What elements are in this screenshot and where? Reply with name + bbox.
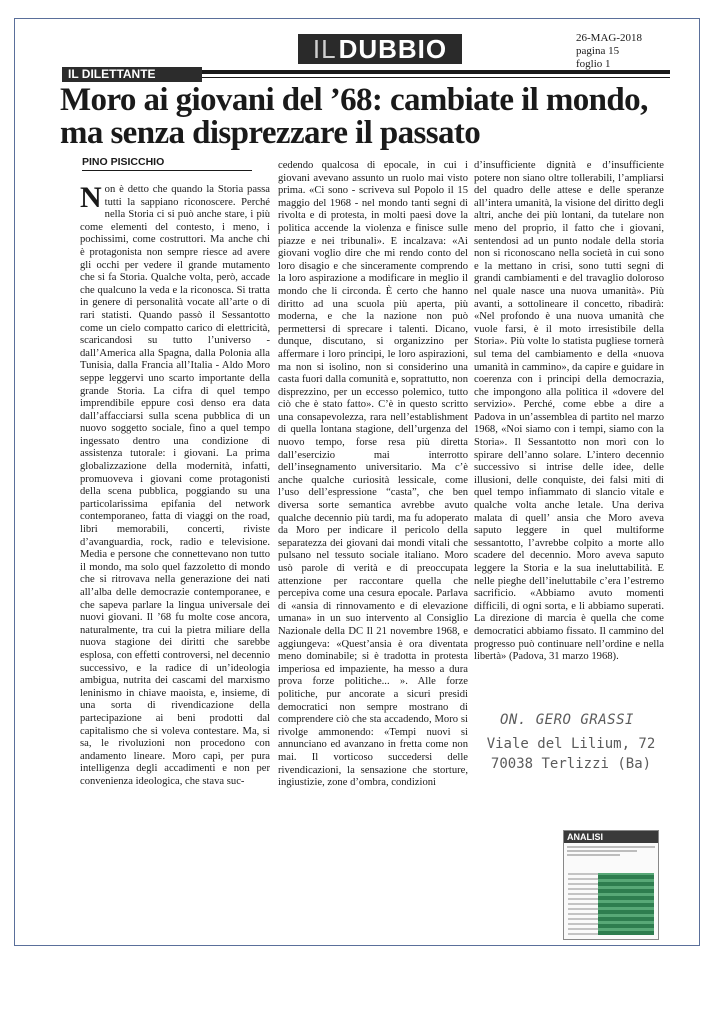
- thumbnail-photo: [598, 873, 654, 935]
- article-byline: PINO PISICCHIO: [82, 156, 252, 171]
- page-thumbnail: [563, 830, 659, 940]
- newspaper-masthead: [298, 34, 462, 64]
- clipping-meta: [576, 32, 686, 71]
- clipping-page: pagina 15: [576, 45, 620, 57]
- stamp-city: 70038 Terlizzi (Ba): [490, 756, 652, 772]
- stamp-name: ON. GERO GRASSI: [500, 712, 634, 728]
- drop-cap: N: [80, 181, 102, 214]
- masthead-prefix: IL: [312, 33, 337, 64]
- article-column-3: [474, 160, 664, 664]
- column-3-text: d’insufficiente dignità e d’insufficiente potere non siano oltre tollerabili, l’ampliarsi del quadro delle attese e delle speranze all’intera umanità, la visione del diritto degli altri, anche dei più lontani, da tutelare non meno del proprio, il fatto che i giovani, sentendosi ad un punto nodale della storia non si riconoscano nella società in cui sono e la mettano in crisi, sono tutti segni di grandi cambiamenti e del travaglio doloroso nel quale nasce una nuova umanità». Più avanti, a sottolineare il concetto, ribadirà: «Nel profondo è una nuova umanità che vuole farsi, è il moto irresistibile della Storia». Più volte lo statista pugliese tornerà sul tema del cambiamento e della «nuova umanità in cammino», da capire e guidare in coerenza con i principi della democrazia, che impongono alla politica il «dovere del servizio». Perché, come ebbe a dire a Padova in un’assemblea di partito nel marzo 1968, «Noi siamo con i tempi, siamo con la Storia». Il Sessantotto non morì con lo spirare dell’anno solare. L’intero decennio successivo si intrise delle idee, delle illusioni, delle conquiste, dei falsi miti di quel tempo infiammato di slancio vitale e qualche volta anche letale. Una deriva malata di quell’ ansia che Moro aveva saputo leggere in quel multiforme sessantotto, l’avrebbe colpito a morte allo scadere del decennio. Moro aveva saputo leggere la Storia e la sua ineluttabilità. E nelle pieghe dell’ineluttabile c’era l’estremo sacrificio. «Abbiamo avuto momenti difficili, di ogni sorta, e li abbiamo superati. La direzione di marcia è quella che come democratici abbiamo fissato. Il cammino del progresso può continuare nell’ordine e nella libertà» (Padova, 31 marzo 1968).: [474, 160, 664, 663]
- stamp-street: Viale del Lilium, 72: [486, 736, 656, 752]
- article-column-1: [80, 181, 270, 789]
- article-column-2: [278, 160, 468, 790]
- thumbnail-text-column: [568, 873, 598, 935]
- article-headline: Moro ai giovani del ’68: cambiate il mondo, ma senza disprezzare il passato: [60, 82, 648, 151]
- thumbnail-label: ANALISI: [564, 831, 658, 843]
- clipping-sheet: foglio 1: [576, 58, 611, 70]
- section-kicker: IL DILETTANTE: [62, 67, 202, 82]
- column-1-text: on è detto che quando la Storia passa tutti la sappiano riconoscere. Perché nella Storia ci si può anche stare, i più come elementi del contesto, i meno, i pochissimi, come costruttori. Ma anche chi è protagonista non sempre riesce ad avere gli occhi per vedere il grande mutamento che si fa Storia. Qualche volta, però, accade che qualcuno la veda e la riconosca. Si tratta in genere di personalità vocate all’arte o di rari statisti. Quando passò il Sessantotto come un cielo compatto carico di elettricità, scaricandosi su tutto l’universo - dall’America alla Spagna, dalla Polonia alla Tunisia, dalla Francia all’Italia - Aldo Moro seppe leggervi uno scarto importante della grande Storia. La cifra di quel tempo imprendibile eppure così denso era data dall’affacciarsi sulla scena pubblica di un nuovo soggetto sociale, fino a quel tempo ingessato dentro una condizione di assistenza tutorale: i giovani. La prima globalizzazione della modernità, infatti, promuoveva i giovani come protagonisti della scena pubblica, poggiando su una particolarissima epifania del network contemporaneo, fatta di viaggi on the road, libri memorabili, concerti, riviste d’avanguardia, rock, radio e televisione. Media e persone che connettevano non tutto il mondo, ma solo quel fazzoletto di mondo che si ritrovava nella generazione dei nati all’alba delle democrazie contemporanee, e che sapeva parlare la lingua universale dei nuovi giovani. Il ’68 fu molte cose ancora, naturalmente, tra cui la pietra miliare della nuova stagione dei diritti che sarebbe esplosa, con effetti controversi, nel decennio successivo, e la radice di un’ideologia ambigua, nutrita dei cascami del marxismo leninismo in chiave maoista, e, insieme, di una sorta di rivendicazione della partecipazione ai beni prodotti dal capitalismo che si voleva contestare. Ma, si sa, le rivoluzioni non procedono con andamento lineare. Moro capì, per pura intelligenza degli accadimenti e non per convenienza ideologica, che stava suc-: [80, 184, 270, 787]
- column-2-text: cedendo qualcosa di epocale, in cui i giovani avevano assunto un ruolo mai visto prima. «Ci sono - scriveva sul Popolo il 15 maggio del 1968 - nel mondo tanti segni di rivolta e di protesta, in molti paesi dove la politica accende la violenza e finisce sulle piazze e nei tribunali». E incalzava: «Ai giovani voglio dire che mi rendo conto del loro disagio e che sinceramente comprendo la loro aspirazione a modificare in meglio il mondo che li circonda. È certo che hanno diritto ad una scuola più aperta, più moderna, e che la nazione non può permettersi di sprecare i talenti. Dicano, dunque, discutano, si organizzino per affermare i loro principi, le loro aspirazioni, ma non si isolino, non si considerino una casta fuori dalla comunità e, soprattutto, non disprezzino, per un eccesso polemico, tutto ciò che è stato fatto». C’è in questo scritto una consapevolezza, rara nell’establishment di quella lontana stagione, dell’urgenza del nuovo tempo, forse resa più diretta dall’esercizio mai interrotto dell’insegnamento universitario. Ma c’è anche qualche curiosità lessicale, come l’uso dell’espressione “casta”, che ben diversa sorte semantica avrebbe avuto qualche decennio più tardi, ma fu adoperato da Moro per indicare il pericolo della separatezza dei giovani dai mondi vitali che pulsano nel tessuto sociale italiano. Moro usò parole di verità e di preoccupata attenzione per raccontare quella che percepiva come una cesura epocale. Parlava di «ansia di rinnovamento e di elevazione umana» in un suo intervento al Consiglio Nazionale della DC Il 21 novembre 1968, e aggiungeva: «Quest’ansia è ora diventata meno dominabile; si è tradotta in protesta imperiosa ed impaziente, ha messo a dura prova forze politiche... ». Alle forze politiche, pur ancorate a sicuri presidi democratici non sempre mostrano di comprendere ciò che sta accadendo, Moro si rivolge ammonendo: «Tempi nuovi si annunciano ed avanzano in fretta come non mai. Il vorticoso succedersi delle rivendicazioni, la sensazione che storture, ingiustizie, zone d’ombra, condizioni: [278, 160, 468, 789]
- address-stamp: [486, 712, 656, 774]
- masthead-name: DUBBIO: [338, 33, 448, 64]
- clipping-date: 26-MAG-2018: [576, 32, 642, 44]
- thumbnail-headline-lines: [567, 846, 655, 856]
